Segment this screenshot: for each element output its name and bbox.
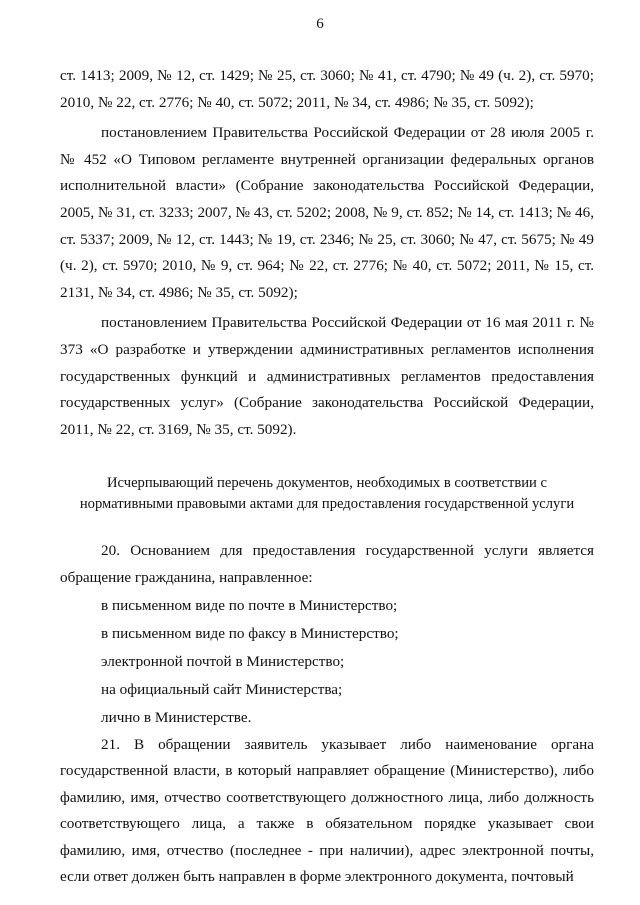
list-item: лично в Министерстве. — [101, 708, 252, 726]
paragraph-20: 20. Основанием для предоставления государственной услуги является обращение гражданина, направленное: — [60, 542, 594, 586]
list-item: в письменном виде по почте в Министерство; — [101, 596, 398, 614]
paragraph-continuation: ст. 1413; 2009, № 12, ст. 1429; № 25, ст. 3060; № 41, ст. 4790; № 49 (ч. 2), ст. 5970; 2010, № 22, ст. 2776; № 40, ст. 5072; 2011, № 34, ст. 4986; № 35, ст. 5092); — [60, 67, 594, 111]
list-item: электронной почтой в Министерство; — [101, 652, 345, 670]
paragraph-resolution-452: постановлением Правительства Российской Федерации от 28 июля 2005 г. № 452 «О Типовом регламенте внутренней организации федеральных органов исполнительной власти» (Собрание законодательства Российской Федерации, 2005, № 31, ст. 3233; 2007, № 43, ст. 5202; 2008, № 9, ст. 852; № 14, ст. 1413; № 46, ст. 5337; 2009, № 12, ст. 1443; № 19, ст. 2346; № 25, ст. 3060; № 47, ст. 5675; № 49 (ч. 2), ст. 5970; 2010, № 9, ст. 964; № 22, ст. 2776; № 40, ст. 5072; 2011, № 15, ст. 2131, № 34, ст. 4986; № 35, ст. 5092); — [60, 124, 594, 301]
paragraph-resolution-373: постановлением Правительства Российской Федерации от 16 мая 2011 г. № 373 «О разработке и утверждении административных регламентов исполнения государственных функций и административных регламентов предоставления государственных услуг» (Собрание законодательства Российской Федерации, 2011, № 22, ст. 3169, № 35, ст. 5092). — [60, 314, 594, 438]
section-heading-line-2: нормативными правовыми актами для предоставления государственной услуги — [79, 495, 575, 512]
paragraph-21: 21. В обращении заявитель указывает либо наименование органа государственной власти, в который направляет обращение (Министерство), либо фамилию, имя, отчество соответствующего должностного лица, либо должность соответствующего лица, а также в обязательном порядке указывает свои фамилию, имя, отчество (последнее - при наличии), адрес электронной почты, если ответ должен быть направлен в форме электронного документа, почтовый — [60, 735, 594, 886]
page-number: 6 — [316, 16, 324, 32]
section-heading — [60, 473, 594, 514]
list-item: в письменном виде по факсу в Министерство; — [101, 624, 399, 642]
list-item: на официальный сайт Министерства; — [101, 680, 343, 698]
section-heading-line-1: Исчерпывающий перечень документов, необходимых в соответствии с — [107, 475, 547, 492]
document-body — [60, 63, 594, 891]
